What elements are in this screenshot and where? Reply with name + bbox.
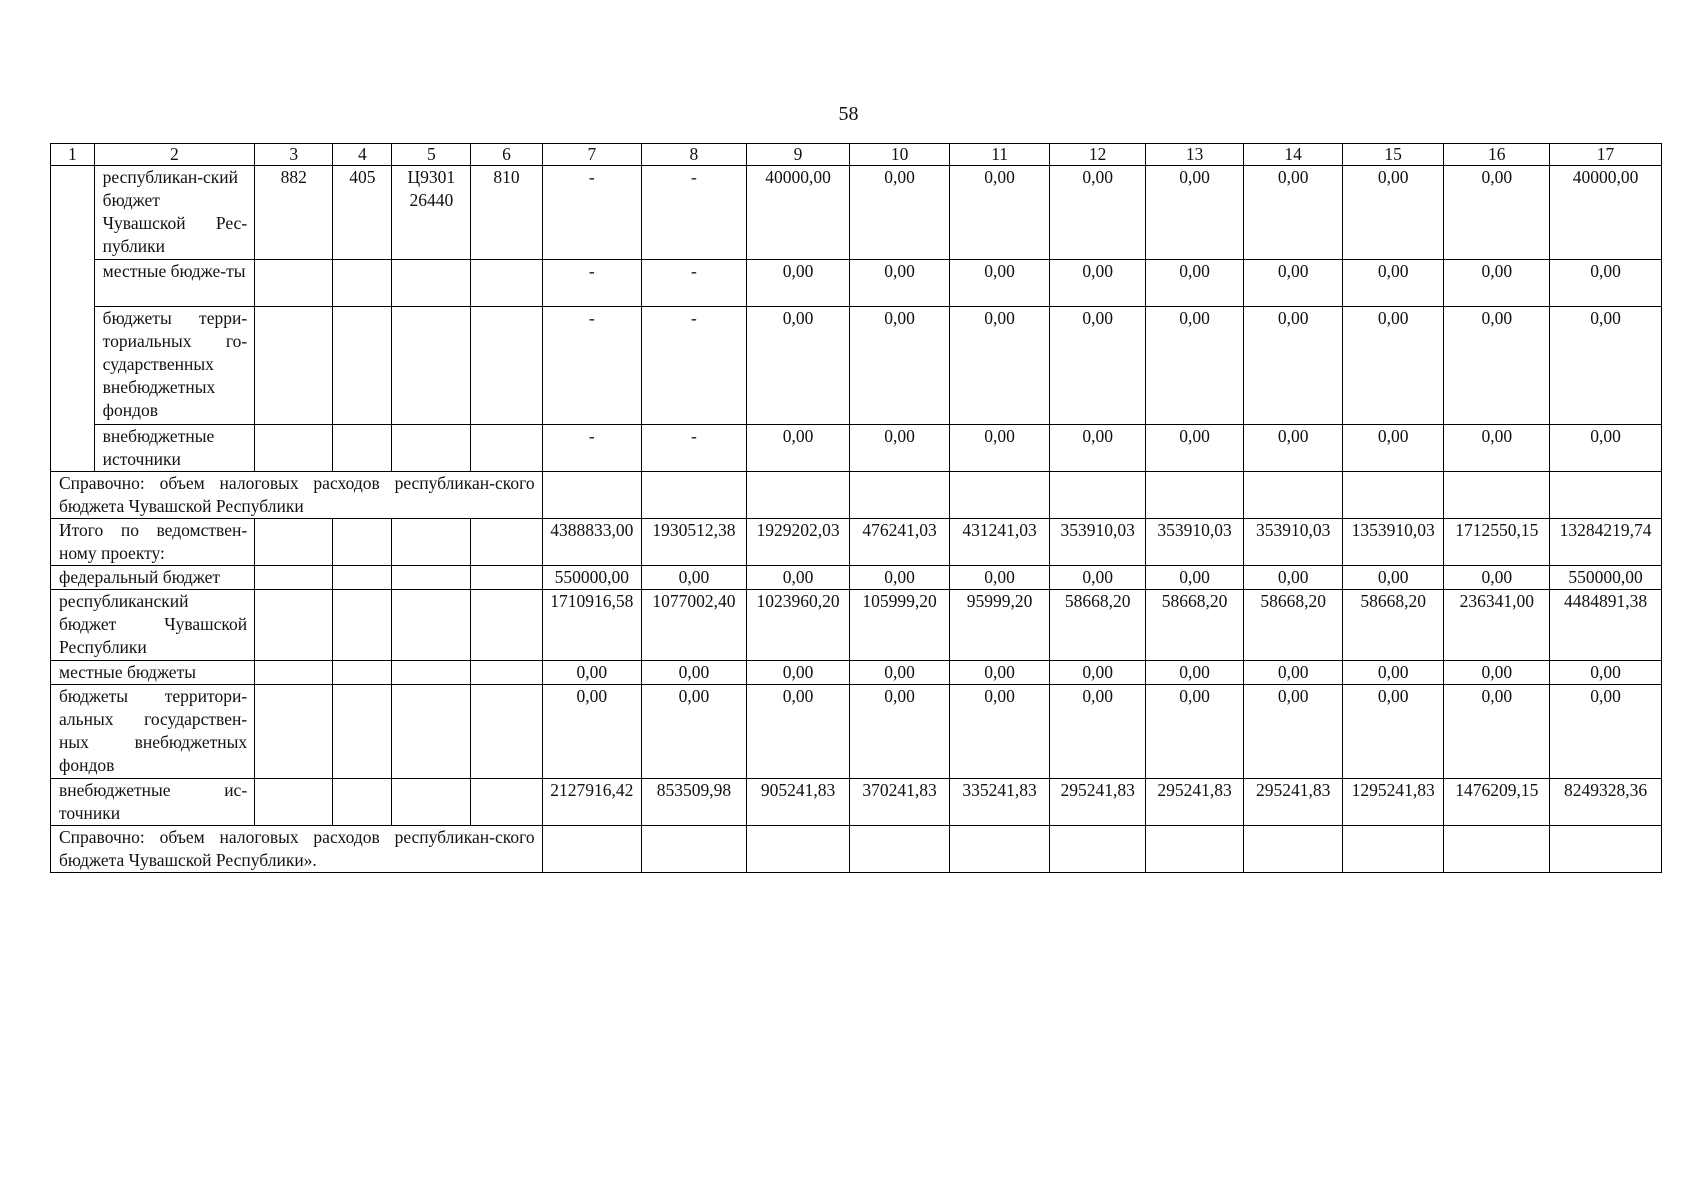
row-label: внебюджетные источники <box>94 425 254 472</box>
empty-cell <box>392 661 471 685</box>
value-cell: - <box>642 425 747 472</box>
value-cell: 0,00 <box>1444 425 1550 472</box>
value-cell: 0,00 <box>1050 425 1145 472</box>
value-cell: 0,00 <box>746 566 850 590</box>
col-header: 6 <box>471 144 542 166</box>
value-cell: 40000,00 <box>746 166 850 260</box>
value-cell: 0,00 <box>1550 425 1662 472</box>
value-cell: 353910,03 <box>1050 519 1145 566</box>
empty-cell <box>255 519 333 566</box>
empty-cell <box>471 661 542 685</box>
empty-cell <box>542 472 642 519</box>
value-cell: 0,00 <box>542 685 642 779</box>
reference-note: Справочно: объем налоговых расходов республикан-ского бюджета Чувашской Республики <box>51 472 543 519</box>
value-cell: 550000,00 <box>542 566 642 590</box>
code-cell: 810 <box>471 166 542 260</box>
empty-cell <box>392 307 471 425</box>
code-cell: 405 <box>333 166 392 260</box>
value-cell: 0,00 <box>1444 166 1550 260</box>
value-cell: 295241,83 <box>1050 779 1145 826</box>
empty-cell <box>392 519 471 566</box>
table-row <box>51 166 1662 260</box>
col-header: 8 <box>642 144 747 166</box>
value-cell: 0,00 <box>1145 685 1244 779</box>
empty-cell <box>1244 826 1343 873</box>
value-cell: 0,00 <box>1342 661 1444 685</box>
value-cell: 0,00 <box>1342 685 1444 779</box>
col-header: 12 <box>1050 144 1145 166</box>
empty-cell <box>642 472 747 519</box>
empty-cell <box>333 425 392 472</box>
value-cell: 0,00 <box>949 307 1050 425</box>
value-cell: 0,00 <box>642 566 747 590</box>
value-cell: 0,00 <box>1550 685 1662 779</box>
table-row <box>51 826 1662 873</box>
value-cell: 0,00 <box>1342 566 1444 590</box>
empty-cell <box>392 685 471 779</box>
value-cell: 105999,20 <box>850 590 950 661</box>
empty-cell <box>255 260 333 307</box>
empty-cell <box>1342 826 1444 873</box>
empty-cell <box>542 826 642 873</box>
value-cell: 0,00 <box>850 661 950 685</box>
value-cell: 0,00 <box>1050 685 1145 779</box>
col-header: 1 <box>51 144 95 166</box>
empty-cell <box>333 307 392 425</box>
value-cell: 2127916,42 <box>542 779 642 826</box>
value-cell: 0,00 <box>1244 685 1343 779</box>
value-cell: 0,00 <box>1145 166 1244 260</box>
value-cell: 0,00 <box>746 685 850 779</box>
value-cell: - <box>642 166 747 260</box>
empty-cell <box>1444 826 1550 873</box>
empty-cell <box>1550 472 1662 519</box>
value-cell: 1353910,03 <box>1342 519 1444 566</box>
col-header: 15 <box>1342 144 1444 166</box>
value-cell: 1295241,83 <box>1342 779 1444 826</box>
value-cell: 0,00 <box>542 661 642 685</box>
empty-cell <box>1145 826 1244 873</box>
empty-cell <box>746 472 850 519</box>
empty-cell <box>850 826 950 873</box>
empty-cell <box>471 566 542 590</box>
row-label: бюджеты терри-ториальных го-сударственных внебюджетных фондов <box>94 307 254 425</box>
col-header: 11 <box>949 144 1050 166</box>
empty-cell <box>949 472 1050 519</box>
code-part: 26440 <box>409 190 454 210</box>
empty-cell <box>255 661 333 685</box>
value-cell: 0,00 <box>1244 307 1343 425</box>
empty-cell <box>333 590 392 661</box>
value-cell: 4484891,38 <box>1550 590 1662 661</box>
empty-cell <box>255 425 333 472</box>
value-cell: 0,00 <box>746 307 850 425</box>
empty-cell <box>392 425 471 472</box>
value-cell: 58668,20 <box>1244 590 1343 661</box>
empty-cell <box>746 826 850 873</box>
value-cell: 0,00 <box>1550 661 1662 685</box>
empty-cell <box>255 566 333 590</box>
value-cell: 0,00 <box>1444 566 1550 590</box>
value-cell: 0,00 <box>1342 425 1444 472</box>
value-cell: 0,00 <box>1244 166 1343 260</box>
empty-cell <box>471 260 542 307</box>
value-cell: 0,00 <box>1550 260 1662 307</box>
value-cell: 353910,03 <box>1145 519 1244 566</box>
value-cell: - <box>642 260 747 307</box>
value-cell: 0,00 <box>746 661 850 685</box>
value-cell: 58668,20 <box>1050 590 1145 661</box>
value-cell: 0,00 <box>1145 307 1244 425</box>
col-header: 16 <box>1444 144 1550 166</box>
row-label: республикан-ский бюджет Чувашской Рес-публики <box>94 166 254 260</box>
empty-cell <box>392 566 471 590</box>
value-cell: 0,00 <box>1342 260 1444 307</box>
empty-cell <box>1244 472 1343 519</box>
table-row <box>51 661 1662 685</box>
value-cell: 58668,20 <box>1145 590 1244 661</box>
value-cell: 13284219,74 <box>1550 519 1662 566</box>
value-cell: 0,00 <box>1244 566 1343 590</box>
empty-cell <box>51 307 95 425</box>
reference-note: Справочно: объем налоговых расходов республикан-ского бюджета Чувашской Республики». <box>51 826 543 873</box>
table-row <box>51 472 1662 519</box>
value-cell: 295241,83 <box>1244 779 1343 826</box>
value-cell: 0,00 <box>746 425 850 472</box>
table-row <box>51 260 1662 307</box>
col-header: 10 <box>850 144 950 166</box>
code-part: Ц9301 <box>407 167 456 187</box>
value-cell: 370241,83 <box>850 779 950 826</box>
col-header: 4 <box>333 144 392 166</box>
value-cell: 0,00 <box>949 566 1050 590</box>
value-cell: 0,00 <box>1145 425 1244 472</box>
value-cell: 0,00 <box>1244 260 1343 307</box>
row-label: внебюджетные ис-точники <box>51 779 255 826</box>
empty-cell <box>471 590 542 661</box>
value-cell: 0,00 <box>949 260 1050 307</box>
value-cell: 0,00 <box>642 661 747 685</box>
value-cell: 0,00 <box>1244 425 1343 472</box>
value-cell: 550000,00 <box>1550 566 1662 590</box>
page-number: 58 <box>838 103 859 125</box>
value-cell: 1930512,38 <box>642 519 747 566</box>
col-header: 13 <box>1145 144 1244 166</box>
budget-table <box>50 143 1662 873</box>
empty-cell <box>51 260 95 307</box>
row-label: местные бюдже-ты <box>94 260 254 307</box>
value-cell: 0,00 <box>1444 307 1550 425</box>
value-cell: 4388833,00 <box>542 519 642 566</box>
value-cell: 236341,00 <box>1444 590 1550 661</box>
code-cell <box>392 166 471 260</box>
value-cell: 853509,98 <box>642 779 747 826</box>
row-label: Итого по ведомствен-ному проекту: <box>51 519 255 566</box>
value-cell: 58668,20 <box>1342 590 1444 661</box>
empty-cell <box>333 661 392 685</box>
empty-cell <box>51 425 95 472</box>
empty-cell <box>1342 472 1444 519</box>
empty-cell <box>333 566 392 590</box>
value-cell: 0,00 <box>1244 661 1343 685</box>
value-cell: 0,00 <box>850 307 950 425</box>
value-cell: 0,00 <box>1342 307 1444 425</box>
value-cell: 1710916,58 <box>542 590 642 661</box>
empty-cell <box>255 685 333 779</box>
value-cell: 40000,00 <box>1550 166 1662 260</box>
value-cell: 0,00 <box>850 166 950 260</box>
empty-cell <box>333 260 392 307</box>
empty-cell <box>850 472 950 519</box>
empty-cell <box>471 307 542 425</box>
value-cell: 0,00 <box>1550 307 1662 425</box>
value-cell: 95999,20 <box>949 590 1050 661</box>
empty-cell <box>1050 472 1145 519</box>
value-cell: 335241,83 <box>949 779 1050 826</box>
col-header: 9 <box>746 144 850 166</box>
empty-cell <box>333 519 392 566</box>
value-cell: 0,00 <box>746 260 850 307</box>
value-cell: 0,00 <box>949 685 1050 779</box>
value-cell: 1077002,40 <box>642 590 747 661</box>
empty-cell <box>471 779 542 826</box>
empty-cell <box>392 779 471 826</box>
value-cell: 295241,83 <box>1145 779 1244 826</box>
value-cell: 905241,83 <box>746 779 850 826</box>
value-cell: 1712550,15 <box>1444 519 1550 566</box>
table-row <box>51 425 1662 472</box>
empty-cell <box>1050 826 1145 873</box>
value-cell: 0,00 <box>949 425 1050 472</box>
col-header: 17 <box>1550 144 1662 166</box>
table-row <box>51 685 1662 779</box>
value-cell: 0,00 <box>850 425 950 472</box>
col-header: 14 <box>1244 144 1343 166</box>
table-row <box>51 519 1662 566</box>
value-cell: - <box>542 307 642 425</box>
row-label: федеральный бюджет <box>51 566 255 590</box>
table-row <box>51 566 1662 590</box>
empty-cell <box>471 685 542 779</box>
empty-cell <box>471 519 542 566</box>
value-cell: 0,00 <box>1050 166 1145 260</box>
table-row <box>51 779 1662 826</box>
value-cell: 0,00 <box>1444 661 1550 685</box>
empty-cell <box>471 425 542 472</box>
value-cell: 1929202,03 <box>746 519 850 566</box>
value-cell: 0,00 <box>1444 685 1550 779</box>
col-header: 7 <box>542 144 642 166</box>
empty-cell <box>51 166 95 260</box>
code-cell: 882 <box>255 166 333 260</box>
value-cell: 0,00 <box>850 566 950 590</box>
row-label: местные бюджеты <box>51 661 255 685</box>
empty-cell <box>392 590 471 661</box>
value-cell: 0,00 <box>850 260 950 307</box>
value-cell: 0,00 <box>1145 566 1244 590</box>
empty-cell <box>255 779 333 826</box>
empty-cell <box>1550 826 1662 873</box>
empty-cell <box>333 779 392 826</box>
value-cell: 0,00 <box>850 685 950 779</box>
value-cell: 476241,03 <box>850 519 950 566</box>
value-cell: 0,00 <box>1050 566 1145 590</box>
col-header: 5 <box>392 144 471 166</box>
empty-cell <box>392 260 471 307</box>
value-cell: 0,00 <box>1050 260 1145 307</box>
empty-cell <box>1444 472 1550 519</box>
empty-cell <box>949 826 1050 873</box>
value-cell: 0,00 <box>1444 260 1550 307</box>
value-cell: 353910,03 <box>1244 519 1343 566</box>
table-row <box>51 307 1662 425</box>
value-cell: 0,00 <box>1145 260 1244 307</box>
empty-cell <box>255 590 333 661</box>
value-cell: - <box>542 260 642 307</box>
value-cell: 1476209,15 <box>1444 779 1550 826</box>
empty-cell <box>333 685 392 779</box>
value-cell: 0,00 <box>949 661 1050 685</box>
value-cell: 0,00 <box>949 166 1050 260</box>
col-header: 3 <box>255 144 333 166</box>
value-cell: - <box>542 425 642 472</box>
value-cell: 431241,03 <box>949 519 1050 566</box>
empty-cell <box>255 307 333 425</box>
row-label: бюджеты территори-альных государствен-ных внебюджетных фондов <box>51 685 255 779</box>
value-cell: 0,00 <box>1145 661 1244 685</box>
empty-cell <box>1145 472 1244 519</box>
value-cell: 1023960,20 <box>746 590 850 661</box>
table-row <box>51 590 1662 661</box>
value-cell: 0,00 <box>1342 166 1444 260</box>
value-cell: - <box>642 307 747 425</box>
empty-cell <box>642 826 747 873</box>
value-cell: - <box>542 166 642 260</box>
col-header: 2 <box>94 144 254 166</box>
value-cell: 8249328,36 <box>1550 779 1662 826</box>
value-cell: 0,00 <box>1050 307 1145 425</box>
value-cell: 0,00 <box>1050 661 1145 685</box>
row-label: республиканский бюджет Чувашской Республики <box>51 590 255 661</box>
value-cell: 0,00 <box>642 685 747 779</box>
column-number-row <box>51 144 1662 166</box>
